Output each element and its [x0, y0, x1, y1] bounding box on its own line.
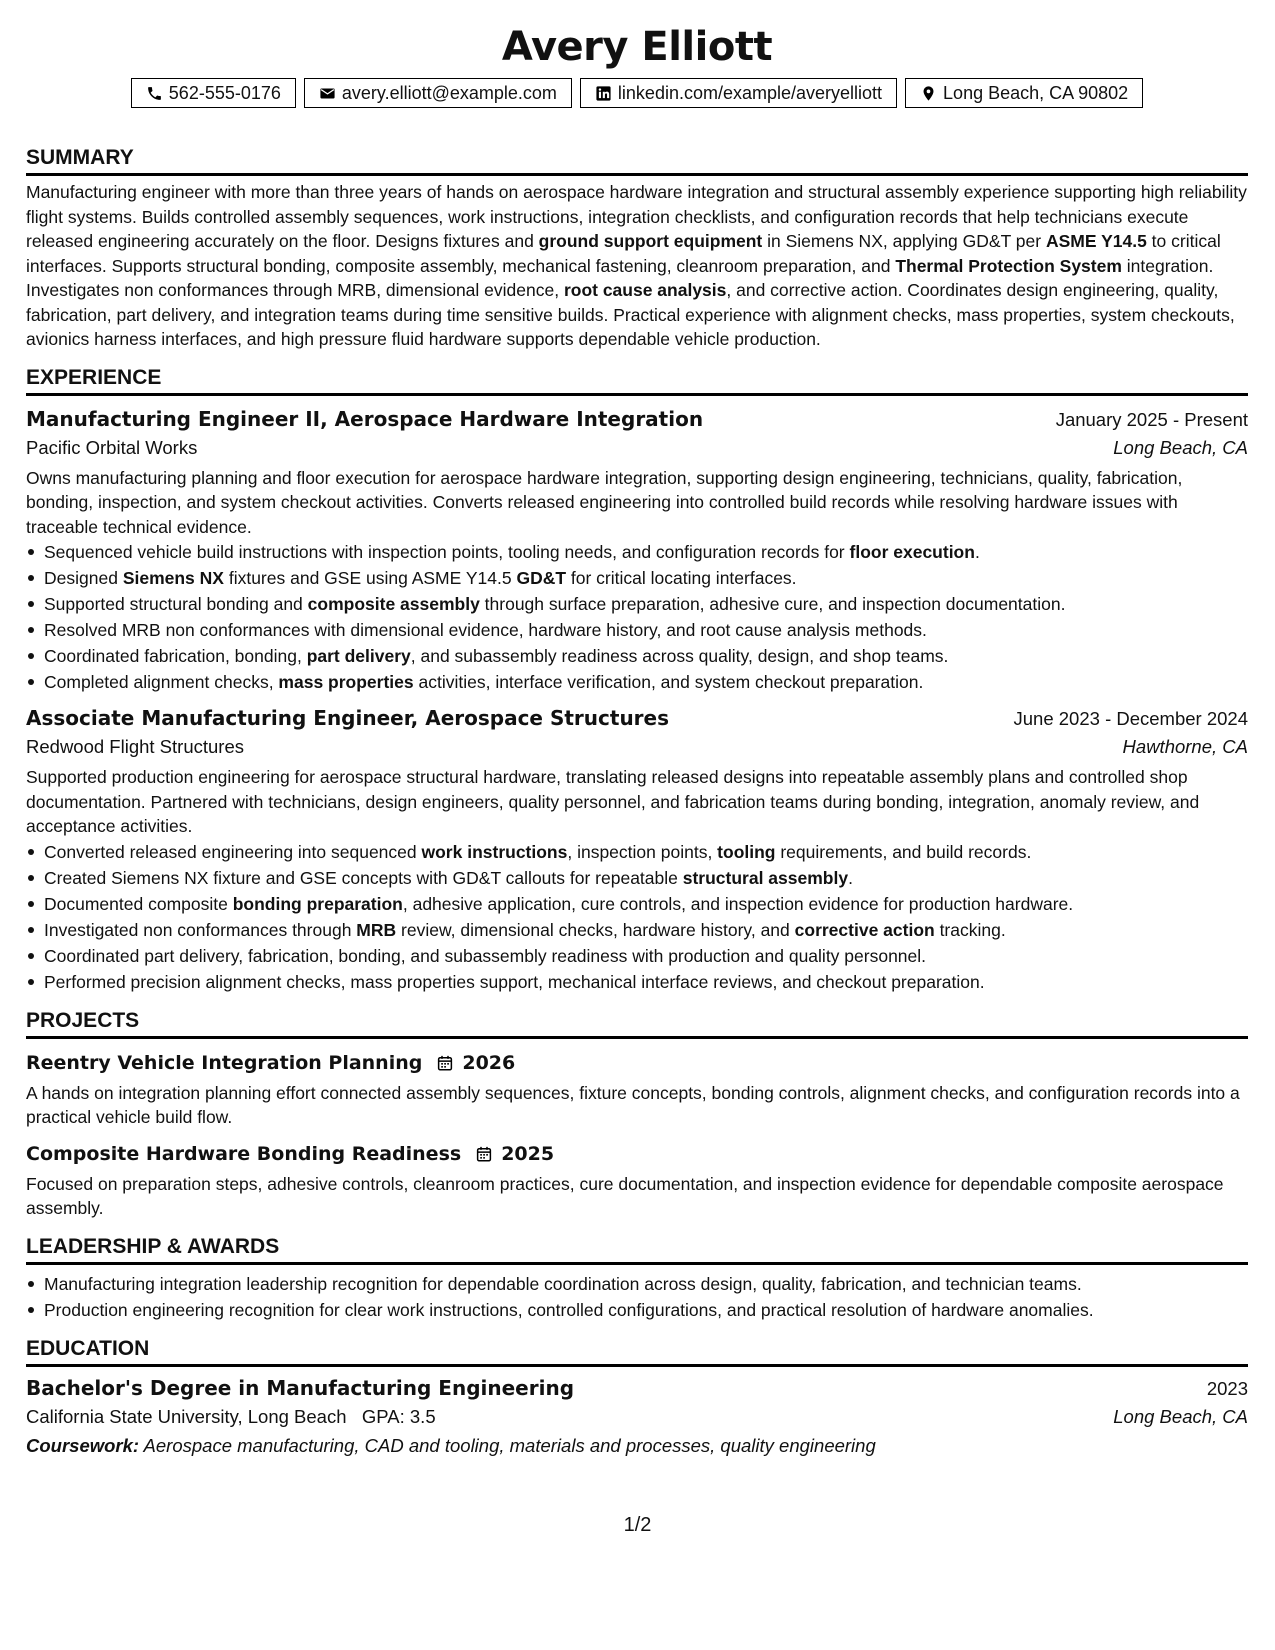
summary-segment: , and corrective action. Coordinates design engineering, quality, fabrication, part delivery, and integration teams during time sensitive builds. Practical experience with alignment checks, mass properties, system checkouts, avionics harness interfaces, and high pressure fluid hardware supports dependable vehicle production. — [26, 280, 1235, 349]
project-description: Focused on preparation steps, adhesive controls, cleanroom practices, cure documentation, and inspection evidence for dependable composite aerospace assembly. — [26, 1173, 1224, 1218]
job-company: Pacific Orbital Works — [26, 436, 198, 458]
section-title-projects: PROJECTS — [26, 1007, 1248, 1039]
experience-section — [26, 364, 1248, 995]
contact-email[interactable] — [304, 78, 572, 108]
contact-bar — [26, 78, 1248, 108]
list-item: Performed precision alignment checks, mass properties support, mechanical interface reviews, and checkout preparation. — [44, 969, 1248, 995]
summary-segment: Manufacturing engineer with more than three years of hands on aerospace hardware integration and structural assembly experience supporting high reliability flight systems. Builds controlled assembly sequences, work instructions, integration checklists, and configuration records that help technicians execute released engineering accurately on the floor. Designs fixtures and — [26, 182, 1247, 251]
list-item: Manufacturing integration leadership recognition for dependable coordination across design, quality, fabrication, and technician teams. — [44, 1271, 1248, 1297]
contact-linkedin[interactable] — [580, 78, 897, 108]
job-location: Hawthorne, CA — [1122, 736, 1248, 757]
school-line — [26, 1403, 436, 1431]
job-title: Associate Manufacturing Engineer, Aerospace Structures — [26, 706, 670, 730]
project-entry — [26, 1049, 1248, 1130]
graduation-year: 2023 — [1206, 1377, 1248, 1399]
job-location: Long Beach, CA — [1113, 436, 1248, 458]
project-year — [436, 1052, 515, 1074]
project-entry — [26, 1140, 1248, 1221]
job-dates: January 2025 - Present — [1055, 408, 1248, 430]
summary-keyword: ground support equipment — [538, 231, 763, 251]
candidate-name: Avery Elliott — [501, 24, 773, 70]
summary-segment: in Siemens NX, applying GD&T per — [762, 231, 1046, 251]
summary-section — [26, 144, 1248, 352]
gpa: GPA: 3.5 — [361, 1405, 436, 1427]
phone-text: 562-555-0176 — [168, 82, 281, 103]
project-title: Composite Hardware Bonding Readiness — [26, 1142, 462, 1165]
job-bullets — [26, 539, 1248, 695]
location-text: Long Beach, CA 90802 — [943, 82, 1129, 103]
list-item: Investigated non conformances through MRB review, dimensional checks, hardware history, and corrective action tracking. — [44, 917, 1248, 943]
project-year-text: 2025 — [501, 1142, 555, 1165]
summary-segment: integration. Investigates non conformances through MRB, dimensional evidence, — [26, 255, 1214, 300]
list-item: Documented composite bonding preparation, adhesive application, cure controls, and inspection evidence for production hardware. — [44, 891, 1248, 917]
list-item: Sequenced vehicle build instructions with inspection points, tooling needs, and configuration records for floor execution. — [44, 539, 1248, 565]
section-title-experience: EXPERIENCE — [26, 364, 1248, 396]
list-item: Completed alignment checks, mass properties activities, interface verification, and system checkout preparation. — [44, 669, 1248, 695]
calendar-icon — [436, 1054, 454, 1072]
job-title: Manufacturing Engineer II, Aerospace Hardware Integration — [26, 406, 704, 431]
school-location: Long Beach, CA — [1113, 1405, 1248, 1427]
project-description: A hands on integration planning effort connected assembly sequences, fixture concepts, bonding controls, alignment checks, and configuration records into a practical vehicle build flow. — [26, 1082, 1240, 1127]
list-item: Coordinated part delivery, fabrication, bonding, and subassembly readiness with production and quality personnel. — [44, 943, 1248, 969]
summary-keyword: ASME Y14.5 — [1045, 231, 1147, 251]
list-item: Designed Siemens NX fixtures and GSE using ASME Y14.5 GD&T for critical locating interfaces. — [44, 565, 1248, 591]
phone-icon — [146, 85, 163, 102]
projects-section — [26, 1007, 1248, 1221]
summary-text — [26, 180, 1248, 352]
envelope-icon — [319, 85, 336, 102]
resume-page — [26, 18, 1248, 1473]
list-item: Coordinated fabrication, bonding, part delivery, and subassembly readiness across quality, design, and shop teams. — [44, 643, 1248, 669]
coursework-text: Aerospace manufacturing, CAD and tooling, materials and processes, quality engineering — [143, 1434, 876, 1456]
list-item: Production engineering recognition for clear work instructions, controlled configurations, and practical resolution of hardware anomalies. — [44, 1297, 1248, 1323]
calendar-icon — [475, 1145, 493, 1163]
list-item: Created Siemens NX fixture and GSE concepts with GD&T callouts for repeatable structural assembly. — [44, 865, 1248, 891]
leadership-list — [26, 1271, 1248, 1323]
contact-phone[interactable] — [131, 78, 296, 108]
job-entry — [26, 404, 1248, 696]
linkedin-icon — [595, 85, 612, 102]
summary-segment: to critical interfaces. Supports structural bonding, composite assembly, mechanical fastening, cleanroom preparation, and — [26, 231, 1221, 276]
leadership-section — [26, 1233, 1248, 1323]
job-description: Owns manufacturing planning and floor execution for aerospace hardware integration, supporting design engineering, technicians, quality, fabrication, bonding, inspection, and system checkout activities. Converts released engineering into controlled build records while resolving hardware issues with traceable technical evidence. — [26, 467, 1183, 537]
email-text: avery.elliott@example.com — [341, 82, 557, 103]
school-name: California State University, Long Beach — [26, 1405, 347, 1427]
job-description: Supported production engineering for aerospace structural hardware, translating released designs into repeatable assembly plans and controlled shop documentation. Partnered with technicians, design engineers, quality personnel, and fabrication teams during bonding, integration, anomaly review, and acceptance activities. — [26, 767, 1200, 836]
project-title: Reentry Vehicle Integration Planning — [26, 1051, 423, 1074]
education-section — [26, 1335, 1248, 1461]
list-item: Converted released engineering into sequenced work instructions, inspection points, tooling requirements, and build records. — [44, 839, 1248, 865]
summary-keyword: Thermal Protection System — [895, 255, 1122, 276]
contact-location[interactable] — [905, 78, 1143, 108]
page-number: 1/2 — [623, 1514, 652, 1536]
section-title-education: EDUCATION — [26, 1335, 1248, 1367]
section-title-leadership: LEADERSHIP & AWARDS — [26, 1233, 1248, 1265]
project-year-text: 2026 — [462, 1051, 516, 1074]
list-item: Supported structural bonding and composite assembly through surface preparation, adhesive cure, and inspection documentation. — [44, 591, 1248, 617]
degree-title: Bachelor's Degree in Manufacturing Engineering — [26, 1375, 575, 1400]
summary-keyword: root cause analysis — [563, 280, 727, 300]
project-year — [475, 1143, 554, 1165]
coursework-label: Coursework: — [26, 1434, 140, 1456]
list-item: Resolved MRB non conformances with dimensional evidence, hardware history, and root cause analysis methods. — [44, 617, 1248, 643]
job-company: Redwood Flight Structures — [26, 736, 244, 757]
section-title-summary: SUMMARY — [26, 144, 1248, 176]
job-dates: June 2023 - December 2024 — [1013, 708, 1248, 729]
job-entry — [26, 703, 1248, 995]
map-pin-icon — [920, 85, 937, 102]
linkedin-text: linkedin.com/example/averyelliott — [617, 82, 883, 103]
job-bullets — [26, 839, 1248, 995]
coursework — [26, 1431, 1248, 1461]
